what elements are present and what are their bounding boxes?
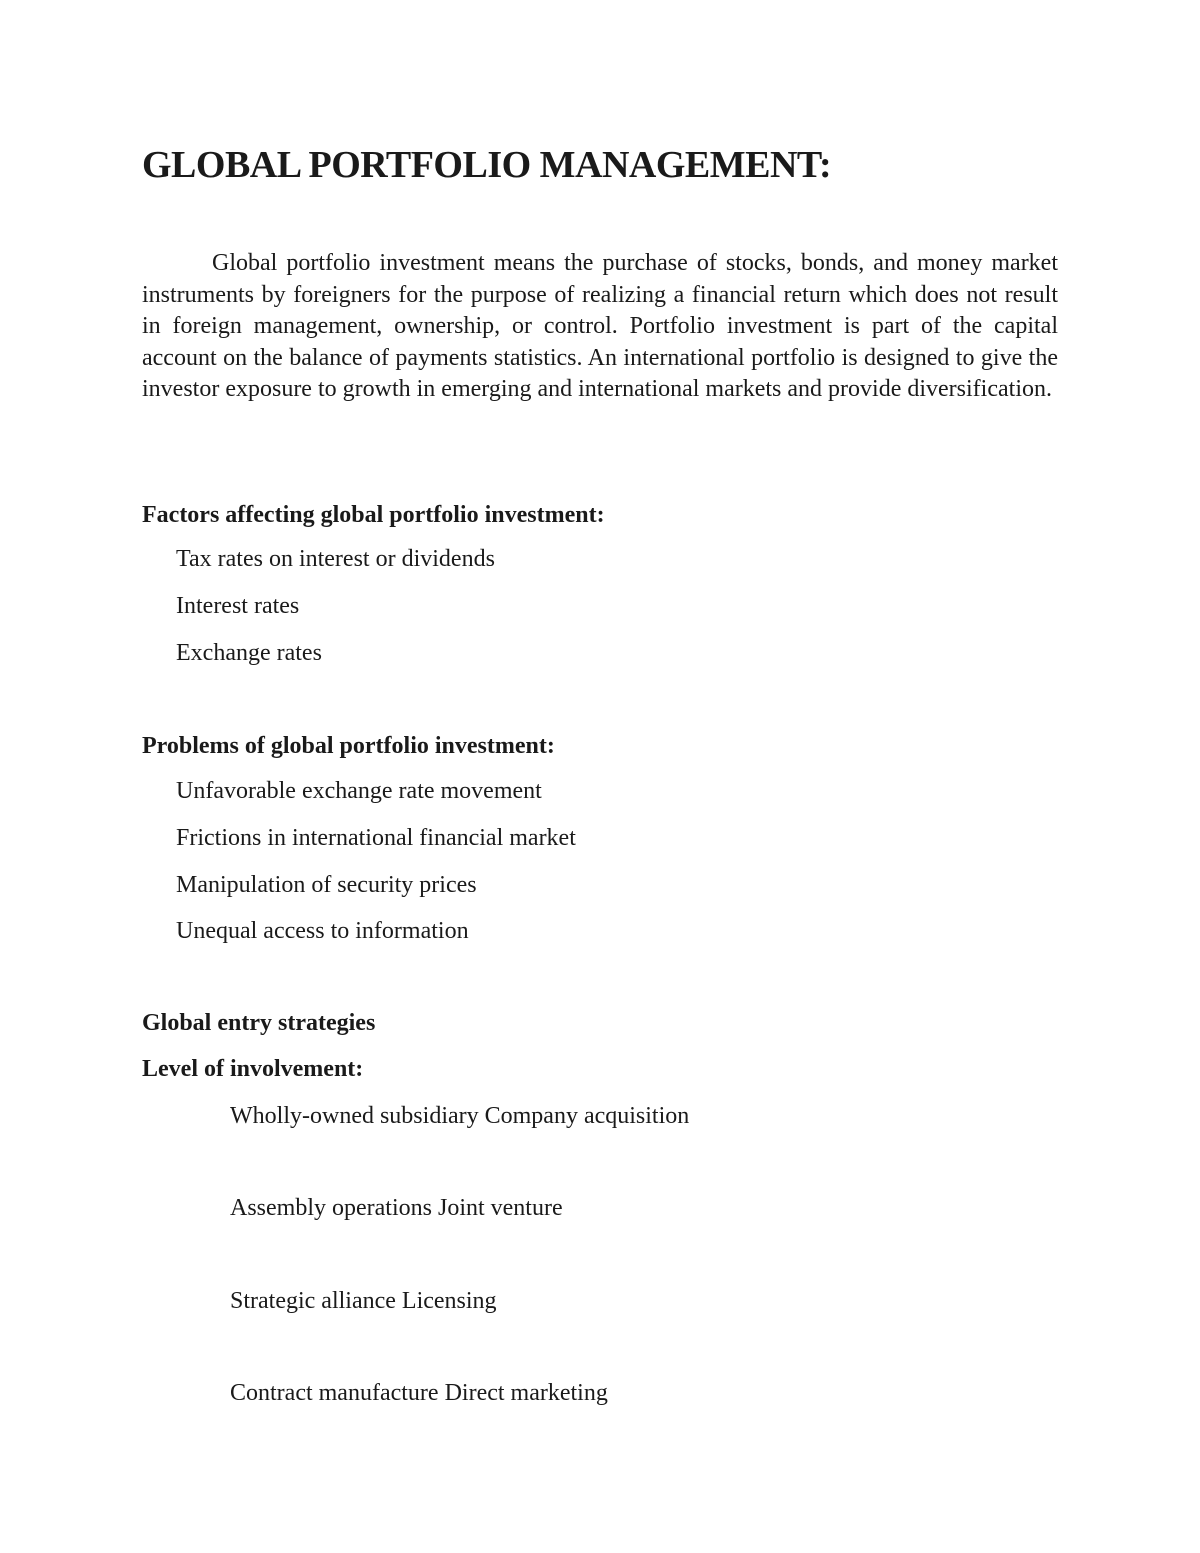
intro-paragraph: Global portfolio investment means the purchase of stocks, bonds, and money market instruments by foreigners for the purpose of realizing a financial return which does not result in foreign management, ownership, or control. Portfolio investment is part of the capital account on the balance of payments statistics. An international portfolio is designed to give the investor exposure to growth in emerging and international markets and provide diversification. [142,250,1058,402]
problem-item: Frictions in international financial market [176,825,576,851]
problems-heading: Problems of global portfolio investment: [142,733,555,759]
factor-item: Tax rates on interest or dividends [176,546,495,572]
involvement-item: Wholly-owned subsidiary Company acquisition [230,1103,690,1129]
entry-strategies-heading: Global entry strategies [142,1010,376,1036]
problem-item: Manipulation of security prices [176,872,477,898]
involvement-item: Strategic alliance Licensing [230,1288,497,1314]
problem-item: Unequal access to information [176,918,469,944]
factor-item: Interest rates [176,593,300,619]
involvement-item: Contract manufacture Direct marketing [230,1380,608,1406]
factor-item: Exchange rates [176,640,322,666]
involvement-heading: Level of involvement: [142,1056,364,1082]
factors-heading: Factors affecting global portfolio investment: [142,502,605,528]
involvement-item: Assembly operations Joint venture [230,1195,563,1221]
problem-item: Unfavorable exchange rate movement [176,778,542,804]
page-title: GLOBAL PORTFOLIO MANAGEMENT: [142,144,832,186]
